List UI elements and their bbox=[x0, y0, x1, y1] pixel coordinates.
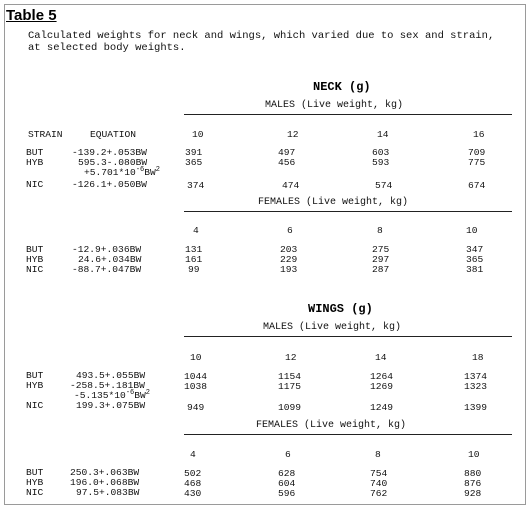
table-cell: 374 bbox=[187, 180, 205, 191]
wings-males-weight-1: 10 bbox=[190, 352, 202, 363]
table-cell: 99 bbox=[188, 264, 200, 275]
table-row-strain: NIC bbox=[26, 487, 44, 498]
table-cell: 391 bbox=[185, 147, 203, 158]
table-cell: 497 bbox=[278, 147, 296, 158]
table-cell: 161 bbox=[185, 254, 203, 265]
wings-males-subheading: MALES (Live weight, kg) bbox=[263, 322, 402, 333]
table-cell: 1154 bbox=[278, 371, 302, 382]
neck-males-subheading: MALES (Live weight, kg) bbox=[265, 100, 404, 111]
neck-females-weight-4: 10 bbox=[466, 225, 478, 236]
table-row-equation: 199.3+.075BW bbox=[76, 400, 146, 411]
neck-females-rule bbox=[184, 211, 512, 212]
table-cell: 468 bbox=[184, 478, 202, 489]
table-row-equation: -88.7+.047BW bbox=[72, 264, 142, 275]
wings-males-weight-4: 18 bbox=[472, 352, 484, 363]
table-cell: 275 bbox=[372, 244, 390, 255]
table-row-equation: 196.0+.068BW bbox=[70, 477, 140, 488]
table-cell: 1099 bbox=[278, 402, 302, 413]
table-cell: 709 bbox=[468, 147, 486, 158]
neck-females-weight-1: 4 bbox=[193, 225, 199, 236]
table-cell: 593 bbox=[372, 157, 390, 168]
neck-males-rule bbox=[184, 114, 512, 115]
table-row-strain: BUT bbox=[26, 370, 44, 381]
wings-females-weight-4: 10 bbox=[468, 449, 480, 460]
table-cell: 347 bbox=[466, 244, 484, 255]
wings-females-rule bbox=[184, 434, 512, 435]
table-cell: 603 bbox=[372, 147, 390, 158]
table-row-strain: BUT bbox=[26, 244, 44, 255]
table-row-equation: 24.6+.034BW bbox=[78, 254, 142, 265]
table-cell: 1038 bbox=[184, 381, 208, 392]
wings-males-weight-2: 12 bbox=[285, 352, 297, 363]
table-row-equation: -126.1+.050BW bbox=[72, 179, 147, 190]
table-row-equation: 250.3+.063BW bbox=[70, 467, 140, 478]
table-row-strain: NIC bbox=[26, 264, 44, 275]
wings-title: WINGS (g) bbox=[308, 302, 373, 316]
table-row-strain: HYB bbox=[26, 254, 44, 265]
neck-males-weight-2: 12 bbox=[287, 129, 299, 140]
neck-females-weight-2: 6 bbox=[287, 225, 293, 236]
wings-males-rule bbox=[184, 336, 512, 337]
table-cell: 628 bbox=[278, 468, 296, 479]
table-row-strain: NIC bbox=[26, 179, 44, 190]
table-cell: 430 bbox=[184, 488, 202, 499]
table-cell: 674 bbox=[468, 180, 486, 191]
strain-header: STRAIN bbox=[28, 129, 63, 140]
table-cell: 502 bbox=[184, 468, 202, 479]
table-row-equation: 97.5+.083BW bbox=[76, 487, 140, 498]
table-row-equation: 493.5+.055BW bbox=[76, 370, 146, 381]
equation-header: EQUATION bbox=[90, 129, 137, 140]
table-cell: 474 bbox=[282, 180, 300, 191]
table-row-strain: BUT bbox=[26, 467, 44, 478]
wings-females-subheading: FEMALES (Live weight, kg) bbox=[256, 420, 407, 431]
wings-females-weight-3: 8 bbox=[375, 449, 381, 460]
table-cell: 1269 bbox=[370, 381, 394, 392]
table-row-equation: -12.9+.036BW bbox=[72, 244, 142, 255]
table-cell: 740 bbox=[370, 478, 388, 489]
table-cell: 928 bbox=[464, 488, 482, 499]
table-row-strain: BUT bbox=[26, 147, 44, 158]
table-cell: 876 bbox=[464, 478, 482, 489]
neck-males-weight-3: 14 bbox=[377, 129, 389, 140]
table-row-strain: NIC bbox=[26, 400, 44, 411]
table-cell: 193 bbox=[280, 264, 298, 275]
neck-males-weight-4: 16 bbox=[473, 129, 485, 140]
wings-females-weight-1: 4 bbox=[190, 449, 196, 460]
table-row-equation: -258.5+.181BW bbox=[70, 380, 145, 391]
table-cell: 365 bbox=[185, 157, 203, 168]
table-cell: 1175 bbox=[278, 381, 302, 392]
table-cell: 775 bbox=[468, 157, 486, 168]
table-cell: 949 bbox=[187, 402, 205, 413]
table-cell: 574 bbox=[375, 180, 393, 191]
table-row-strain: HYB bbox=[26, 157, 44, 168]
neck-males-weight-1: 10 bbox=[192, 129, 204, 140]
table-cell: 596 bbox=[278, 488, 296, 499]
table-row-strain: HYB bbox=[26, 477, 44, 488]
table-row-strain: HYB bbox=[26, 380, 44, 391]
table-cell: 1264 bbox=[370, 371, 394, 382]
table-cell: 1374 bbox=[464, 371, 488, 382]
table-cell: 287 bbox=[372, 264, 390, 275]
table-cell: 456 bbox=[278, 157, 296, 168]
table-caption: Calculated weights for neck and wings, which varied due to sex and strain, at selected body weights. bbox=[28, 30, 495, 54]
table-cell: 131 bbox=[185, 244, 203, 255]
table-cell: 365 bbox=[466, 254, 484, 265]
table-row-equation: 595.3-.080BW bbox=[78, 157, 148, 168]
table-cell: 1249 bbox=[370, 402, 394, 413]
table-cell: 381 bbox=[466, 264, 484, 275]
table-cell: 203 bbox=[280, 244, 298, 255]
table-label: Table 5 bbox=[6, 7, 57, 24]
equation-continuation: $-5.135*10^{-6}BW^2$ bbox=[74, 388, 150, 401]
table-cell: 297 bbox=[372, 254, 390, 265]
table-row-equation: -139.2+.053BW bbox=[72, 147, 147, 158]
table-cell: 754 bbox=[370, 468, 388, 479]
table-cell: 229 bbox=[280, 254, 298, 265]
wings-females-weight-2: 6 bbox=[285, 449, 291, 460]
wings-males-weight-3: 14 bbox=[375, 352, 387, 363]
table-cell: 880 bbox=[464, 468, 482, 479]
neck-females-weight-3: 8 bbox=[377, 225, 383, 236]
table-cell: 1323 bbox=[464, 381, 488, 392]
neck-title: NECK (g) bbox=[313, 80, 371, 94]
table-cell: 1044 bbox=[184, 371, 208, 382]
table-cell: 1399 bbox=[464, 402, 488, 413]
table-cell: 762 bbox=[370, 488, 388, 499]
equation-continuation: $+5.701*10^{-6}BW^2$ bbox=[84, 165, 160, 178]
neck-females-subheading: FEMALES (Live weight, kg) bbox=[258, 197, 409, 208]
table-cell: 604 bbox=[278, 478, 296, 489]
